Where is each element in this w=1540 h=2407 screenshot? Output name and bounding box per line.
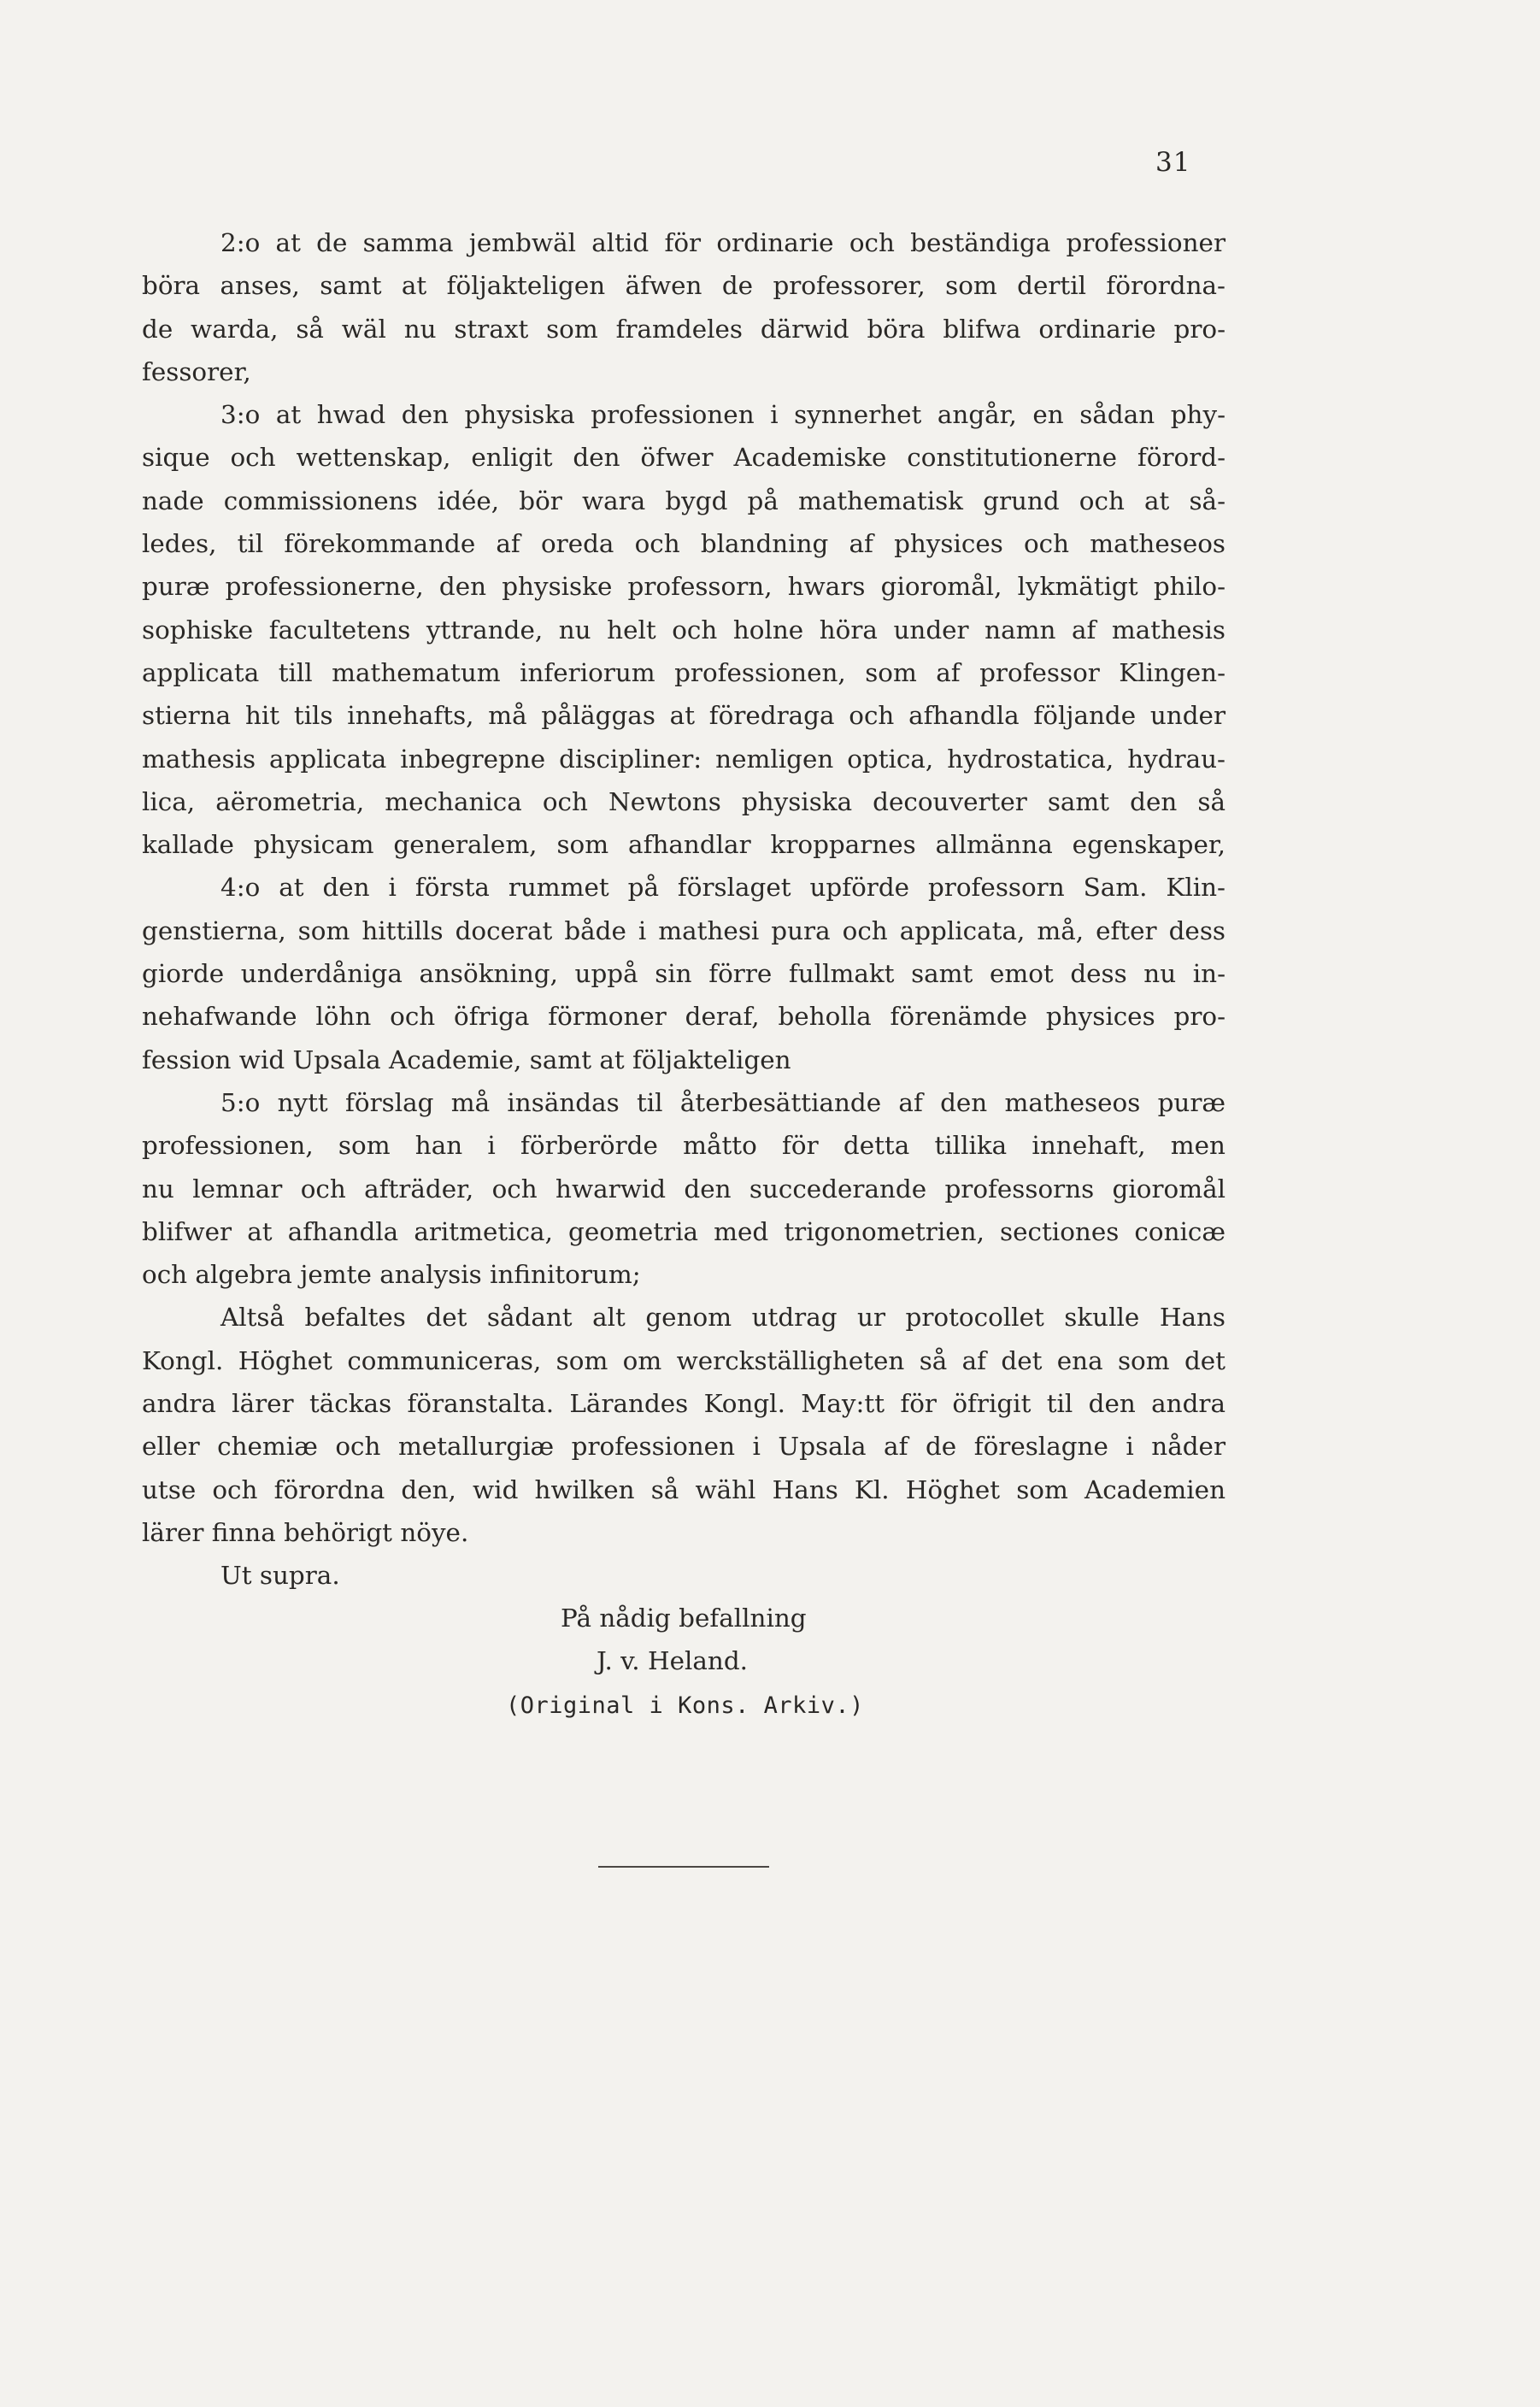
text-line: genstierna, som hittills docerat både i mathesi pura och applicata, må, efter dess <box>142 915 1226 945</box>
command-line: På nådig befallning <box>561 1604 807 1633</box>
text-line: och algebra jemte analysis infinitorum; <box>142 1260 641 1290</box>
paragraph-item-2 <box>142 221 1226 393</box>
text-line: lica, aërometria, mechanica och Newtons physiska decouverter samt den så <box>142 786 1226 816</box>
text-line: nehafwande löhn och öfriga förmoner deraf, beholla förenämde physices pro- <box>142 1002 1226 1032</box>
text-line: nade commissionens idée, bör wara bygd på mathematisk grund och at så- <box>142 486 1226 515</box>
text-line: 2:o at de samma jembwäl altid för ordinarie och beständiga professioner <box>220 228 1226 257</box>
text-line: ledes, til förekommande af oreda och blandning af physices och matheseos <box>142 529 1226 559</box>
text-line: Kongl. Höghet communiceras, som om werckställigheten så af det ena som det <box>142 1345 1226 1375</box>
text-line: blifwer at afhandla aritmetica, geometria med trigonometrien, sectiones conicæ <box>142 1216 1226 1246</box>
text-line: böra anses, samt at följakteligen äfwen de professorer, som dertil förordna- <box>142 271 1226 301</box>
text-line: sophiske facultetens yttrande, nu helt och holne höra under namn af mathesis <box>142 615 1226 644</box>
text-line: professionen, som han i förberörde måtto för detta tillika innehaft, men <box>142 1131 1226 1161</box>
text-line: de warda, så wäl nu straxt som framdeles därwid böra blifwa ordinarie pro- <box>142 314 1226 344</box>
text-line: 3:o at hwad den physiska professionen i synnerhet angår, en sådan phy- <box>220 400 1226 430</box>
text-line: puræ professionerne, den physiske professorn, hwars gioromål, lykmätigt philo- <box>142 572 1226 602</box>
page-number: 31 <box>1155 147 1191 178</box>
end-rule <box>598 1866 769 1868</box>
text-line: fessorer, <box>142 356 251 386</box>
text-line: mathesis applicata inbegrepne discipliner: nemligen optica, hydrostatica, hydrau- <box>142 744 1226 774</box>
text-line: giorde underdåniga ansökning, uppå sin förre fullmakt samt emot dess nu in- <box>142 959 1226 989</box>
paragraph-item-4 <box>142 866 1226 1080</box>
text-line: lärer finna behörigt nöye. <box>142 1517 469 1547</box>
text-line: 5:o nytt förslag må insändas til återbesättiande af den matheseos puræ <box>220 1087 1226 1117</box>
ut-supra: Ut supra. <box>220 1561 340 1590</box>
source-note: (Original i Kons. Arkiv.) <box>506 1692 864 1719</box>
paragraph-item-3 <box>142 393 1226 866</box>
text-line: fession wid Upsala Academie, samt at följakteligen <box>142 1045 791 1074</box>
paragraph-item-5 <box>142 1081 1226 1296</box>
text-line: eller chemiæ och metallurgiæ professionen i Upsala af de föreslagne i nåder <box>142 1432 1226 1462</box>
text-line: kallade physicam generalem, som afhandlar kropparnes allmänna egenskaper, <box>142 830 1226 860</box>
text-line: utse och förordna den, wid hwilken så wähl Hans Kl. Höghet som Academien <box>142 1474 1226 1504</box>
body-text <box>142 221 1226 1554</box>
text-line: andra lärer täckas föranstalta. Lärandes Kongl. May:tt för öfrigit til den andra <box>142 1389 1226 1419</box>
text-line: 4:o at den i första rummet på förslaget upförde professorn Sam. Klin- <box>220 873 1226 903</box>
text-line: applicata till mathematum inferiorum professionen, som af professor Klingen- <box>142 657 1226 687</box>
text-line: nu lemnar och afträder, och hwarwid den succederande professorns gioromål <box>142 1174 1226 1204</box>
text-line: stierna hit tils innehafts, må påläggas at föredraga och afhandla följande under <box>142 701 1226 731</box>
text-line: sique och wettenskap, enligit den öfwer Academiske constitutionerne förord- <box>142 443 1226 473</box>
text-line: Altså befaltes det sådant alt genom utdrag ur protocollet skulle Hans <box>220 1303 1226 1333</box>
paragraph-conclusion <box>142 1296 1226 1554</box>
signature: J. v. Heland. <box>597 1646 749 1675</box>
